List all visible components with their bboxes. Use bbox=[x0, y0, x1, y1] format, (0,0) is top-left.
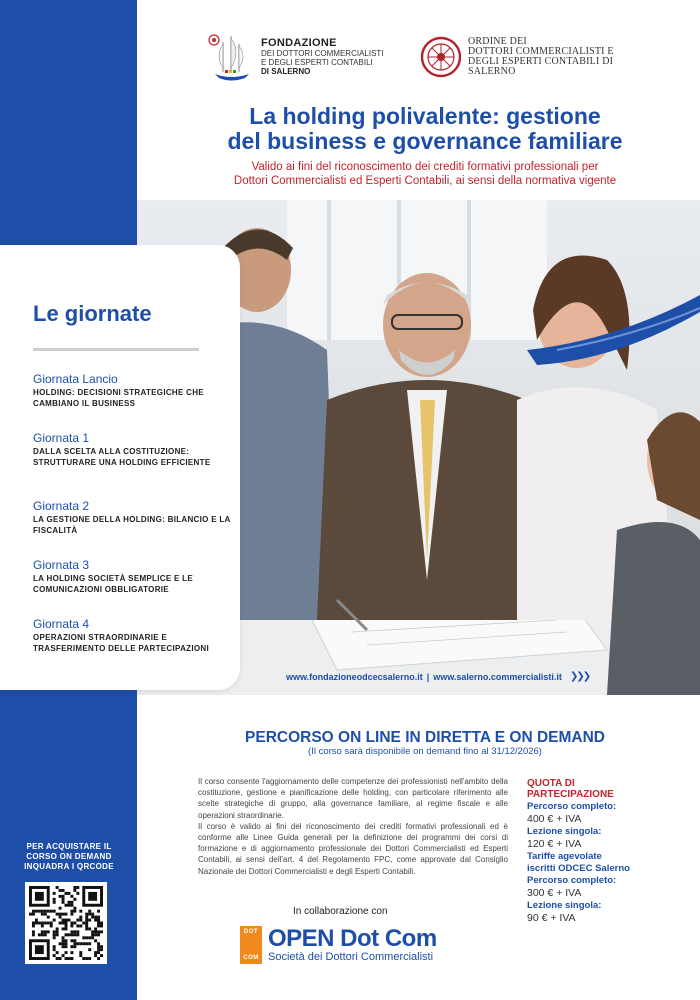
opendotcom-tagline: Società dei Dottori Commercialisti bbox=[268, 950, 434, 963]
giornata-title: Giornata 3 bbox=[33, 558, 90, 572]
discount-full-label: Percorso completo: bbox=[527, 875, 617, 886]
page-subtitle bbox=[150, 160, 700, 188]
fondazione-line3: E DEGLI ESPERTI CONTABILI bbox=[261, 57, 373, 67]
qr-code[interactable] bbox=[25, 882, 107, 964]
ordine-line3: DEGLI ESPERTI CONTABILI DI bbox=[468, 56, 614, 67]
giornata-title: Giornata 2 bbox=[33, 499, 90, 513]
giornate-heading: Le giornate bbox=[33, 301, 152, 326]
price-full-label: Percorso completo: bbox=[527, 801, 617, 812]
giornata-desc: DALLA SCELTA ALLA COSTITUZIONE: STRUTTURARE UNA HOLDING EFFICIENTE bbox=[33, 447, 211, 467]
opendotcom-logo[interactable] bbox=[240, 926, 437, 964]
course-description bbox=[198, 776, 508, 877]
qr-line3: INQUADRA I QRCODE bbox=[24, 862, 114, 871]
giornata-title: Giornata Lancio bbox=[33, 372, 118, 386]
ordine-emblem-icon bbox=[420, 36, 462, 78]
fondazione-logo[interactable] bbox=[205, 28, 384, 84]
giornata-item bbox=[33, 558, 233, 595]
ordine-line4: SALERNO bbox=[468, 66, 516, 77]
chevrons-right-icon: ❯❯❯ bbox=[569, 671, 590, 682]
discount-label-1: Tariffe agevolate bbox=[527, 851, 602, 862]
ordine-logo-text bbox=[468, 37, 614, 77]
giornata-desc: LA HOLDING SOCIETÀ SEMPLICE E LE COMUNICAZIONI OBBLIGATORIE bbox=[33, 574, 193, 594]
collaboration-label: In collaborazione con bbox=[293, 906, 388, 917]
url-ordine-link[interactable]: www.salerno.commercialisti.it bbox=[433, 671, 562, 682]
dotcom-badge-icon bbox=[240, 926, 262, 964]
discount-single-value: 90 € + IVA bbox=[527, 912, 576, 924]
website-links bbox=[286, 671, 589, 682]
badge-bottom-text: COM bbox=[243, 955, 259, 961]
qr-instructions bbox=[10, 842, 128, 872]
discount-full-value: 300 € + IVA bbox=[527, 887, 582, 899]
pricing-title-2: PARTECIPAZIONE bbox=[527, 789, 614, 800]
badge-top-text: DOT bbox=[243, 929, 259, 935]
discount-single-label: Lezione singola: bbox=[527, 900, 602, 911]
giornata-desc: HOLDING: DECISIONI STRATEGICHE CHE CAMBIANO IL BUSINESS bbox=[33, 388, 204, 408]
giornata-item bbox=[33, 499, 233, 536]
page-title bbox=[150, 104, 700, 154]
url-separator: | bbox=[426, 671, 430, 682]
percorso-subheading: (Il corso sarà disponibile on demand fino al 31/12/2026) bbox=[308, 746, 542, 757]
pricing-box bbox=[527, 778, 687, 925]
fondazione-line4: DI SALERNO bbox=[261, 66, 311, 76]
price-full-value: 400 € + IVA bbox=[527, 813, 582, 825]
pricing-title-1: QUOTA DI bbox=[527, 778, 575, 789]
ordine-logo[interactable] bbox=[420, 36, 614, 78]
title-line1: La holding polivalente: gestione bbox=[249, 103, 601, 129]
giornata-desc: OPERAZIONI STRAORDINARIE E TRASFERIMENTO DELLE PARTECIPAZIONI bbox=[33, 633, 209, 653]
giornata-title: Giornata 1 bbox=[33, 431, 90, 445]
sailboat-icon bbox=[205, 28, 257, 84]
giornate-card bbox=[0, 245, 240, 690]
subtitle-line2: Dottori Commercialisti ed Esperti Contabili, ai sensi della normativa vigente bbox=[233, 175, 617, 187]
percorso-heading: PERCORSO ON LINE IN DIRETTA E ON DEMAND bbox=[245, 729, 605, 746]
fondazione-line2: DEI DOTTORI COMMERCIALISTI bbox=[261, 48, 384, 58]
opendotcom-brand: OPEN Dot Com bbox=[268, 924, 437, 952]
qr-line2: CORSO ON DEMAND bbox=[26, 852, 112, 861]
price-single-value: 120 € + IVA bbox=[527, 838, 582, 850]
fondazione-logo-text bbox=[261, 37, 384, 76]
giornata-item bbox=[33, 431, 233, 468]
price-single-label: Lezione singola: bbox=[527, 826, 602, 837]
qr-code-icon bbox=[29, 886, 103, 960]
fondazione-name: FONDAZIONE bbox=[261, 36, 337, 49]
opendotcom-name bbox=[268, 924, 437, 964]
subtitle-line1: Valido ai fini del riconoscimento dei crediti formativi professionali per bbox=[251, 161, 599, 173]
title-line2: del business e governance familiare bbox=[227, 128, 623, 154]
giornate-divider bbox=[33, 348, 199, 351]
discount-label-2: iscritti ODCEC Salerno bbox=[527, 863, 630, 874]
ordine-line2: DOTTORI COMMERCIALISTI E bbox=[468, 46, 614, 57]
giornata-desc: LA GESTIONE DELLA HOLDING: BILANCIO E LA FISCALITÀ bbox=[33, 515, 231, 535]
giornata-item bbox=[33, 617, 233, 654]
description-paragraph-1: Il corso consente l'aggiornamento delle competenze dei professionisti nell'ambito della costituzione, gestione e pianificazione delle holding, con particolare riferimento alle scelte strategiche di gruppo, alla governance familiare, al regime fiscale e alle operazioni straordinarie. bbox=[198, 777, 508, 820]
url-fondazione-link[interactable]: www.fondazioneodcecsalerno.it bbox=[286, 671, 423, 682]
giornata-item bbox=[33, 372, 233, 409]
qr-line1: PER ACQUISTARE IL bbox=[26, 842, 112, 851]
description-paragraph-2: Il corso è valido ai fini del riconoscimento dei crediti formativi professionali ed è conforme alle Linee Guida generali per la definizione dei programmi dei corsi di formazione e di aggiornamento professionale dei Dottori Commercialisti ed Esperti Contabili, ai sensi dell'art. 4 del Regolamento FPC, come approvate dal Consiglio Nazionale dei Dottori Commercialisti e degli Esperti Contabili. bbox=[198, 821, 508, 876]
ordine-line1: ORDINE DEI bbox=[468, 36, 527, 47]
giornata-title: Giornata 4 bbox=[33, 617, 90, 631]
